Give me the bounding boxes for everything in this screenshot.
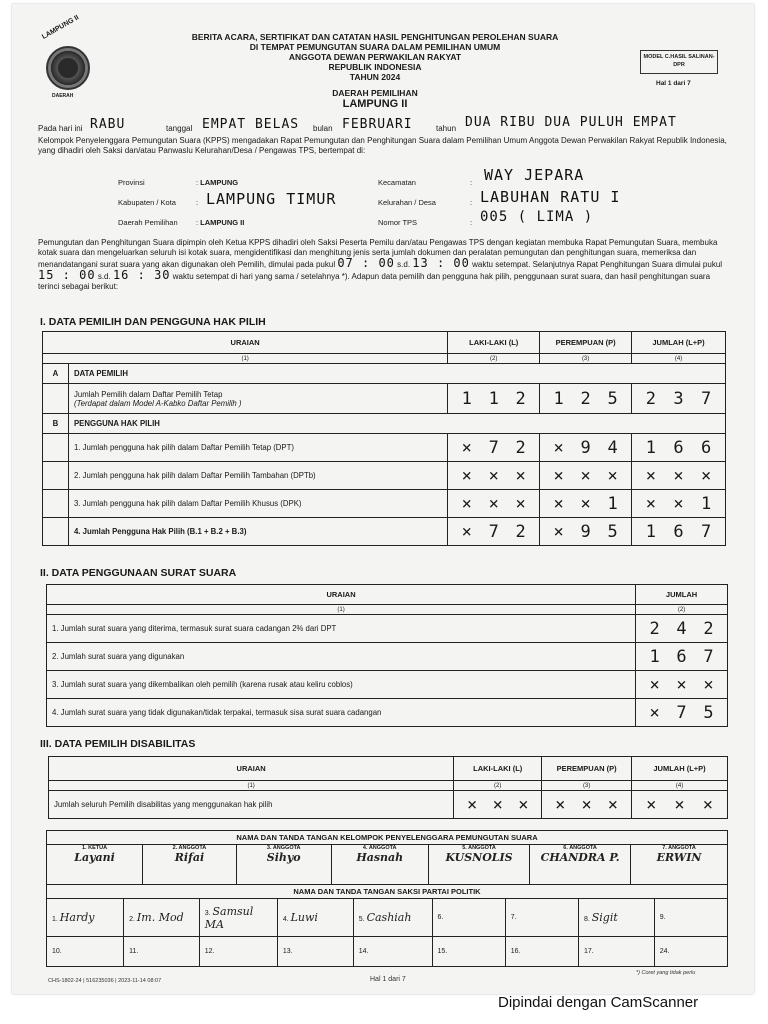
row-b-letter: B xyxy=(43,414,69,434)
kpps-sig-2: Rifai xyxy=(174,851,205,864)
saksi-title: NAMA DAN TANDA TANGAN SAKSI PARTAI POLITIK xyxy=(47,885,728,899)
tahun-value: DUA RIBU DUA PULUH EMPAT xyxy=(465,115,677,130)
s2-row-4-label: 4. Jumlah surat suara yang tidak digunakan/tidak terpakai, termasuk sisa surat suara cadangan xyxy=(47,699,636,727)
s3-row-label: Jumlah seluruh Pemilih disabilitas yang menggunakan hak pilih xyxy=(49,791,454,819)
page-number: Hal 1 dari 7 xyxy=(656,80,691,87)
count-paragraph-a: Selanjutnya Rapat Penghitungan Suara dimulai pukul xyxy=(532,260,723,269)
row-a1-label: Jumlah Pemilih dalam Daftar Pemilih Tetap (Terdapat dalam Model A-Kabko Daftar Pemilih ) xyxy=(68,384,447,414)
kpps-signature-table: NAMA DAN TANDA TANGAN KELOMPOK PENYELENGGARA PEMUNGUTAN SUARA 1. KETUA Layani 2. ANGGOTA Rifai 3. ANGGOTA Sihyo 4. ANGGOTA Hasnah 5. ANGGOTA KUSNOLIS 6. ANGGOTA CHANDRA P. 7. ANGGOTA ERWIN xyxy=(46,830,728,885)
sd-label-2: s.d. xyxy=(97,272,111,281)
s2-row-2-label: 2. Jumlah surat suara yang digunakan xyxy=(47,643,636,671)
header-line-3: ANGGOTA DEWAN PERWAKILAN RAKYAT xyxy=(288,52,462,62)
footer-code: CHS-1802-24 | 516235036 | 2023-11-14 08:07 xyxy=(48,978,162,984)
camscanner-watermark: Dipindai dengan CamScanner xyxy=(498,994,699,1011)
section-3-table: URAIAN LAKI-LAKI (L) PEREMPUAN (P) JUMLAH (L+P) (1) (2) (3) (4) Jumlah seluruh Pemilih disabilitas yang menggunakan hak pilih × × × × × × × × × xyxy=(48,756,728,819)
col-laki: LAKI-LAKI (L) xyxy=(448,332,540,354)
provinsi-label: Provinsi xyxy=(118,178,145,187)
dapil-name: LAMPUNG II xyxy=(342,98,408,110)
kpps-sig-3: Sihyo xyxy=(266,851,301,864)
section-1-title: I. DATA PEMILIH DAN PENGGUNA HAK PILIH xyxy=(40,316,266,328)
row-b3-label: 3. Jumlah pengguna hak pilih dalam Daftar Pemilih Khusus (DPK) xyxy=(68,490,447,518)
tanggal-value: EMPAT BELAS xyxy=(202,117,300,132)
kpps-sig-5: KUSNOLIS xyxy=(445,851,513,864)
kabupaten-value: LAMPUNG TIMUR xyxy=(206,190,337,208)
col-uraian: URAIAN xyxy=(43,332,448,354)
row-a-title: DATA PEMILIH xyxy=(68,364,725,384)
kecamatan-value: WAY JEPARA xyxy=(484,166,585,184)
kpps-sig-4: Hasnah xyxy=(356,851,404,864)
sd-label: s.d. xyxy=(397,260,411,269)
tahun-label: tahun xyxy=(436,124,457,133)
row-b1-label: 1. Jumlah pengguna hak pilih dalam Daftar Pemilih Tetap (DPT) xyxy=(68,434,447,462)
footer-note: *) Coret yang tidak perlu xyxy=(636,970,696,976)
row-b2-label: 2. Jumlah pengguna hak pilih dalam Daftar Pemilih Tambahan (DPTb) xyxy=(68,462,447,490)
footer-page: Hal 1 dari 7 xyxy=(370,976,406,983)
col-jumlah: JUMLAH (L+P) xyxy=(632,332,726,354)
s2-col-jumlah: JUMLAH xyxy=(636,585,728,605)
kpps-sig-7: ERWIN xyxy=(656,851,702,864)
s2-col-uraian: URAIAN xyxy=(47,585,636,605)
tanggal-label: tanggal xyxy=(166,124,193,133)
end-time: 13 : 00 xyxy=(412,256,470,270)
dapil-row-value: LAMPUNG II xyxy=(200,218,245,227)
section-2-title: II. DATA PENGGUNAAN SURAT SUARA xyxy=(40,567,237,579)
row-a-letter: A xyxy=(43,364,69,384)
kpu-logo xyxy=(46,46,90,90)
provinsi-value: LAMPUNG xyxy=(200,178,239,187)
dapil-row-label: Daerah Pemilihan xyxy=(118,218,178,227)
bulan-value: FEBRUARI xyxy=(342,117,413,132)
header-line-5: TAHUN 2024 xyxy=(349,72,401,82)
header-line-2: DI TEMPAT PEMUNGUTAN SUARA DALAM PEMILIHAN UMUM xyxy=(249,42,501,52)
model-box: MODEL C.HASIL SALINAN-DPR xyxy=(640,50,718,74)
intro-paragraph: Kelompok Penyelenggara Pemungutan Suara (KPPS) mengadakan Rapat Pemungutan dan Penghitungan Suara dalam Pemilihan Umum Anggota Dewan Perwakilan Rakyat Republik Indonesia, yang dihadiri oleh Saksi dan/atau Panwaslu Kelurahan/Desa / Pengawas TPS, bertempat di: xyxy=(38,136,727,155)
count-paragraph-b: waktu setempat di hari yang sama / setelahnya *). Adapun data pemilih dan pengguna hak pilih, penggunaan surat suara, dan hasil penghitungan suara terinci sebagai berikut: xyxy=(38,272,711,291)
kpps-sig-1: Layani xyxy=(74,851,115,864)
pada-hari-label: Pada hari ini xyxy=(38,124,83,133)
saksi-signature-table: NAMA DAN TANDA TANGAN SAKSI PARTAI POLITIK 1. Hardy 2. Im. Mod 3. Samsul MA 4. Luwi 5. Cashiah 6. 7. 8. Sigit 9. 10. 11. 12. 13. 14. 15. 16. 17. 24. xyxy=(46,884,728,967)
s2-row-3-label: 3. Jumlah surat suara yang dikembalikan oleh pemilih (karena rusak atau keliru coblos) xyxy=(47,671,636,699)
logo-caption-bottom: DAERAH xyxy=(52,93,74,99)
kelurahan-label: Kelurahan / Desa xyxy=(378,198,436,207)
header-line-4: REPUBLIK INDONESIA xyxy=(328,62,422,72)
section-3-title: III. DATA PEMILIH DISABILITAS xyxy=(40,738,196,750)
dapil-label: DAERAH PEMILIHAN xyxy=(332,88,418,98)
logo-caption-top: LAMPUNG II xyxy=(41,14,81,41)
kecamatan-label: Kecamatan xyxy=(378,178,416,187)
procedure-paragraph: Pemungutan dan Penghitungan Suara dipimpin oleh Ketua KPPS dihadiri oleh Saksi Peserta Pemilu dan/atau Pengawas TPS dengan kegiatan membuka Rapat Pemungutan Suara, membuka kotak suara dan mengeluarkan seluruh isi kotak suara, mengidentifikasi dan menghitung jenis serta jumlah dokumen dan peralatan pemungutan dan penghitungan suara, memeriksa dan menandatangani surat suara yang akan digunakan oleh Pemilih, dimulai pada pukul xyxy=(38,238,718,269)
section-1-table: URAIAN LAKI-LAKI (L) PEREMPUAN (P) JUMLAH (L+P) (1) (2) (3) (4) A DATA PEMILIH Jumlah Pemilih dalam Daftar Pemilih Tetap (Terdapat dalam Model A-Kabko Daftar Pemilih ) 1 1 2 1 2 5 2 3 7 B PENGGUNA HAK PILIH 1. Jumlah pengguna hak pilih dalam Daftar Pemilih Tetap (DPT) × 7 2 × 9 4 1 6 6 2. Jumlah pengguna hak pilih dalam Daftar Pemilih Tambahan (DPTb) × × × × × × × × × 3. Jumlah pengguna hak pilih dalam Daftar Pemilih Khusus (DPK) × × × × × 1 × × 1 4. Jumlah Pengguna Hak Pilih (B.1 + B.2 + B.3) × 7 2 × 9 5 1 6 7 xyxy=(42,331,726,546)
tps-label: Nomor TPS xyxy=(378,218,418,227)
header-line-1: BERITA ACARA, SERTIFIKAT DAN CATATAN HASIL PENGHITUNGAN PEROLEHAN SUARA xyxy=(191,32,559,42)
kpps-sig-6: CHANDRA P. xyxy=(540,851,620,864)
section-2-table: URAIAN JUMLAH (1) (2) 1. Jumlah surat suara yang diterima, termasuk surat suara cadangan 2% dari DPT 2 4 2 2. Jumlah surat suara yang digunakan 1 6 7 3. Jumlah surat suara yang dikembalikan oleh pemilih (karena rusak atau keliru coblos) × × × 4. Jumlah surat suara yang tidak digunakan/tidak terpakai, termasuk sisa surat suara cadangan × 7 5 xyxy=(46,584,728,727)
start-time: 07 : 00 xyxy=(337,256,395,270)
kpps-title: NAMA DAN TANDA TANGAN KELOMPOK PENYELENGGARA PEMUNGUTAN SUARA xyxy=(47,831,728,845)
row-b-title: PENGGUNA HAK PILIH xyxy=(68,414,725,434)
count-end-time: 16 : 30 xyxy=(112,268,171,282)
tps-value: 005 ( LIMA ) xyxy=(480,209,594,225)
hari-value: RABU xyxy=(90,117,126,132)
s2-row-1-label: 1. Jumlah surat suara yang diterima, termasuk surat suara cadangan 2% dari DPT xyxy=(47,615,636,643)
kabupaten-label: Kabupaten / Kota xyxy=(118,198,176,207)
kelurahan-value: LABUHAN RATU I xyxy=(480,188,621,206)
bulan-label: bulan xyxy=(313,124,333,133)
count-start-time: 15 : 00 xyxy=(38,268,96,282)
row-b4-label: 4. Jumlah Pengguna Hak Pilih (B.1 + B.2 + B.3) xyxy=(68,518,447,546)
waktu-setempat: waktu setempat. xyxy=(472,260,531,269)
col-perempuan: PEREMPUAN (P) xyxy=(540,332,632,354)
